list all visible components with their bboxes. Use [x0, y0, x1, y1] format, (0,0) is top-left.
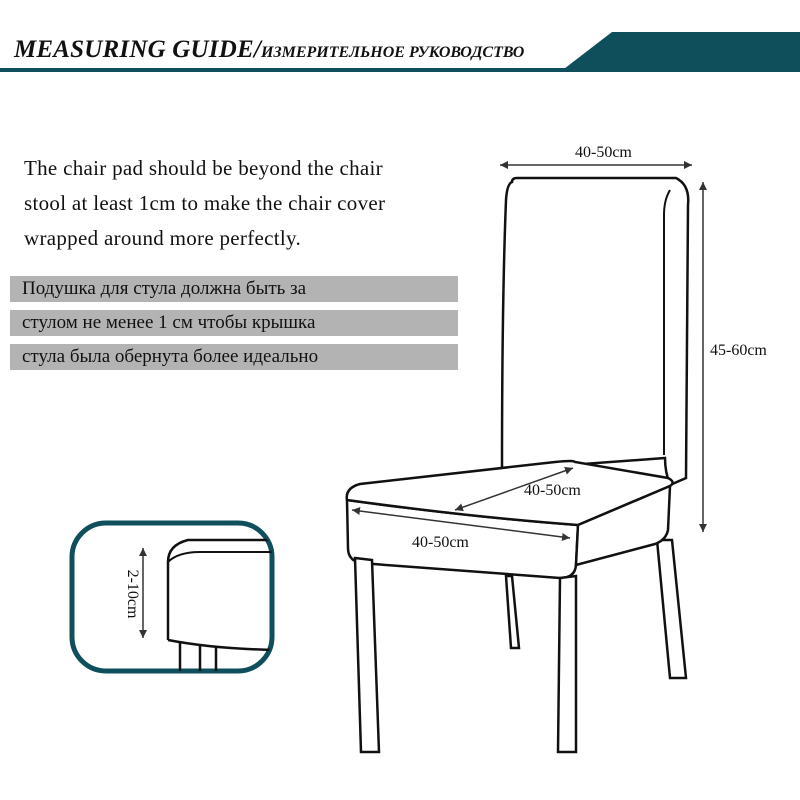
description-ru-line-2: стулом не менее 1 см чтобы крышка	[10, 310, 458, 336]
description-en-line-3: wrapped around more perfectly.	[24, 226, 302, 250]
description-ru-line-1: Подушка для стула должна быть за	[10, 276, 458, 302]
cushion-thickness-label: 2-10cm	[124, 569, 141, 619]
seat-depth-label: 40-50cm	[524, 482, 581, 499]
description-en-line-2: stool at least 1cm to make the chair cover	[24, 191, 386, 215]
header-title-ru: ИЗМЕРИТЕЛЬНОЕ РУКОВОДСТВО	[261, 44, 525, 61]
header-title-en: MEASURING GUIDE/	[14, 36, 262, 63]
description-en-line-1: The chair pad should be beyond the chair	[24, 156, 383, 180]
back-height-label: 45-60cm	[710, 342, 767, 359]
description-ru-line-3: стула была обернута более идеально	[10, 344, 458, 370]
seat-width-label: 40-50cm	[412, 534, 469, 551]
back-width-label: 40-50cm	[575, 144, 632, 161]
